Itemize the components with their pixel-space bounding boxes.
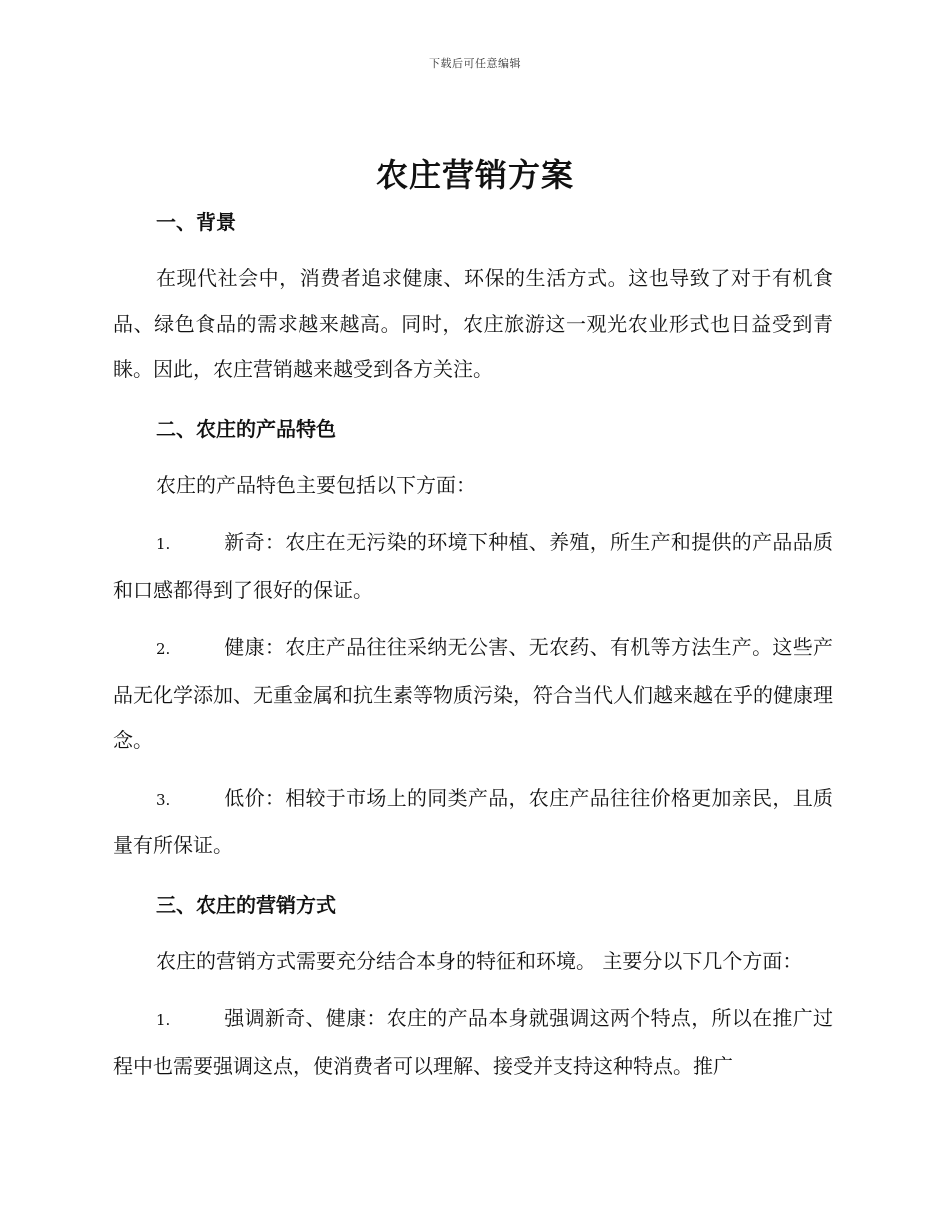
product-features-intro: 农庄的产品特色主要包括以下方面： bbox=[156, 472, 476, 497]
section-heading-background: 一、背景 bbox=[156, 210, 236, 234]
section-heading-product-features: 二、农庄的产品特色 bbox=[156, 416, 336, 441]
list-item-number: 1. bbox=[156, 535, 171, 553]
list-item bbox=[113, 776, 833, 869]
section-heading-marketing-methods: 三、农庄的营销方式 bbox=[156, 892, 336, 917]
list-item bbox=[113, 625, 833, 764]
list-item-text: 健康：农庄产品往往采纳无公害、无农药、有机等方法生产。这些产品无化学添加、无重金属和抗生素等物质污染，符合当代人们越来越在乎的健康理念。 bbox=[113, 635, 833, 752]
list-item bbox=[113, 996, 833, 1089]
document-body bbox=[113, 200, 833, 1089]
marketing-methods-intro: 农庄的营销方式需要充分结合本身的特征和环境。 主要分以下几个方面： bbox=[156, 948, 803, 973]
background-paragraph: 在现代社会中，消费者追求健康、环保的生活方式。这也导致了对于有机食品、绿色食品的需求越来越高。同时，农庄旅游这一观光农业形式也日益受到青睐。因此，农庄营销越来越受到各方关注。 bbox=[113, 266, 833, 381]
list-item bbox=[113, 520, 833, 613]
list-item-text: 新奇：农庄在无污染的环境下种植、养殖，所生产和提供的产品品质和口感都得到了很好的保证。 bbox=[113, 530, 833, 602]
document-title: 农庄营销方案 bbox=[375, 156, 574, 194]
header-note: 下载后可任意编辑 bbox=[429, 57, 521, 70]
list-item-number: 1. bbox=[156, 1011, 171, 1029]
list-item-text: 强调新奇、健康：农庄的产品本身就强调这两个特点，所以在推广过程中也需要强调这点，使消费者可以理解、接受并支持这种特点。推广 bbox=[113, 1006, 833, 1078]
list-item-number: 2. bbox=[156, 640, 171, 658]
list-item-text: 低价：相较于市场上的同类产品，农庄产品往往价格更加亲民，且质量有所保证。 bbox=[113, 785, 833, 857]
list-item-number: 3. bbox=[156, 790, 171, 809]
